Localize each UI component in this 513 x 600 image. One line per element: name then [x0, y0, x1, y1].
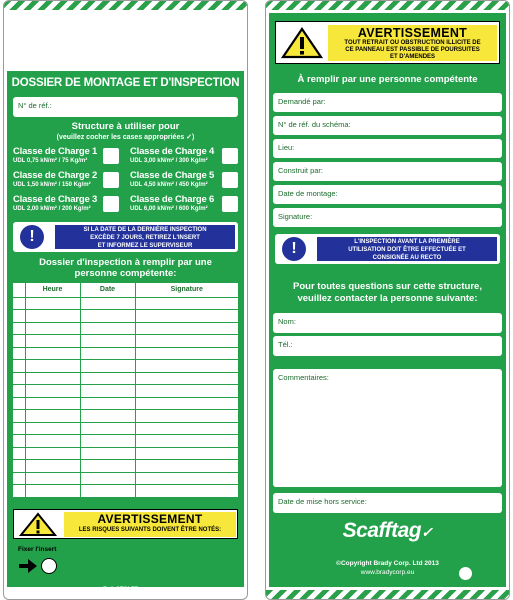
date-cell[interactable] — [80, 297, 135, 310]
time-cell[interactable] — [25, 360, 80, 373]
row-marker-cell — [13, 372, 25, 385]
time-cell[interactable] — [25, 372, 80, 385]
notice-line: UTILISATION DOIT ÊTRE EFFECTUÉE ET — [348, 247, 466, 253]
inspection-title-line2: personne compétente: — [74, 268, 177, 279]
arrow-right-icon — [18, 558, 38, 579]
time-cell[interactable] — [25, 410, 80, 423]
load-class-3-checkbox[interactable] — [103, 196, 119, 212]
ref-number-field[interactable] — [13, 97, 238, 117]
table-row — [13, 422, 238, 435]
contact-title-line2: veuillez contacter la personne suivante: — [297, 293, 478, 304]
removal-warning-title: AVERTISSEMENT — [357, 26, 468, 40]
row-marker-cell — [13, 310, 25, 323]
contact-name-field[interactable] — [273, 313, 502, 333]
load-class-name: Classe de Charge 1 — [13, 146, 98, 157]
signature-cell[interactable] — [135, 385, 238, 398]
date-cell[interactable] — [80, 460, 135, 473]
inspection-expiry-text — [55, 225, 235, 249]
fix-insert-label: Fixer l'insert — [18, 546, 57, 553]
table-row — [13, 347, 238, 360]
field-label: Commentaires: — [278, 373, 329, 382]
load-class-udl: UDL 1,50 kN/m² / 150 Kg/m² — [13, 182, 91, 188]
time-cell[interactable] — [25, 422, 80, 435]
signature-cell[interactable] — [135, 397, 238, 410]
removal-warning-panel — [328, 25, 497, 61]
built-by-field[interactable] — [273, 162, 502, 181]
signature-cell[interactable] — [135, 485, 238, 498]
decommission-date-field[interactable] — [273, 493, 502, 513]
field-label: Construit par: — [278, 166, 324, 175]
signature-field[interactable] — [273, 208, 502, 227]
load-class-3 — [13, 194, 97, 212]
load-class-4-checkbox[interactable] — [222, 148, 238, 164]
risks-warning-title: AVERTISSEMENT — [97, 512, 203, 526]
structure-title: Structure à utiliser pour — [71, 121, 180, 132]
load-class-2-checkbox[interactable] — [103, 172, 119, 188]
fixing-hole[interactable] — [459, 567, 472, 580]
signature-cell[interactable] — [135, 447, 238, 460]
signature-cell[interactable] — [135, 472, 238, 485]
check-mark-icon: ✓ — [421, 524, 433, 540]
fixing-hole[interactable] — [41, 558, 57, 574]
field-label: Tél.: — [278, 340, 293, 349]
drawing-ref-field[interactable] — [273, 116, 502, 135]
insert-title: DOSSIER DE MONTAGE ET D'INSPECTION — [11, 77, 240, 89]
time-cell[interactable] — [25, 385, 80, 398]
field-label: Date de montage: — [278, 189, 338, 198]
date-cell[interactable] — [80, 385, 135, 398]
requested-by-field[interactable] — [273, 93, 502, 112]
field-label: Nom: — [278, 317, 296, 326]
signature-cell[interactable] — [135, 322, 238, 335]
website-text: www.bradycorp.eu — [360, 569, 415, 576]
copyright-text: ©Copyright Brady Corp. Ltd 2013 — [336, 560, 439, 567]
competent-person-title: À remplir par une personne compétente — [297, 74, 478, 85]
table-row — [13, 322, 238, 335]
time-cell[interactable] — [25, 435, 80, 448]
load-class-udl: UDL 0,75 kN/m² / 75 Kg/m² — [13, 158, 88, 164]
table-row — [13, 485, 238, 498]
table-header-signature: Signature — [135, 283, 238, 297]
risks-warning-text: LES RISQUES SUIVANTS DOIVENT ÊTRE NOTÉS: — [78, 527, 222, 533]
ref-code-label: Ref. STSI FR — [102, 587, 139, 593]
table-header-time: Heure — [25, 283, 80, 297]
time-cell[interactable] — [25, 472, 80, 485]
table-row — [13, 297, 238, 310]
time-cell[interactable] — [25, 335, 80, 348]
load-class-name: Classe de Charge 2 — [13, 170, 98, 181]
load-class-name: Classe de Charge 6 — [130, 194, 215, 205]
row-marker-cell — [13, 397, 25, 410]
row-marker-cell — [13, 435, 25, 448]
risks-warning-box — [13, 509, 238, 539]
insert-card — [3, 0, 248, 600]
top-hazard-stripe — [4, 1, 247, 10]
time-cell[interactable] — [25, 347, 80, 360]
load-class-1-checkbox[interactable] — [103, 148, 119, 164]
field-label: N° de réf. du schéma: — [278, 120, 351, 129]
signature-cell[interactable] — [135, 360, 238, 373]
risks-warning-panel — [64, 512, 236, 537]
inspection-table-body — [13, 297, 238, 497]
removal-warning-line: ET D'AMENDES — [389, 54, 436, 60]
top-hazard-stripe — [266, 1, 509, 10]
load-class-name: Classe de Charge 5 — [130, 170, 215, 181]
info-exclamation-icon: ! — [282, 237, 306, 261]
table-row — [13, 335, 238, 348]
field-label: Signature: — [278, 212, 313, 221]
time-cell[interactable] — [25, 322, 80, 335]
brand-logo-text: Scafftag — [342, 519, 422, 542]
table-row — [13, 410, 238, 423]
table-row — [13, 372, 238, 385]
erection-date-field[interactable] — [273, 185, 502, 204]
date-cell[interactable] — [80, 335, 135, 348]
load-class-udl: UDL 3,00 kN/m² / 300 Kg/m² — [130, 158, 208, 164]
date-cell[interactable] — [80, 360, 135, 373]
row-marker-cell — [13, 410, 25, 423]
table-header-blank — [13, 283, 25, 297]
inspection-title-line1: Dossier d'inspection à remplir par une — [39, 257, 212, 268]
row-marker-cell — [13, 447, 25, 460]
date-cell[interactable] — [80, 422, 135, 435]
signature-cell[interactable] — [135, 335, 238, 348]
signature-cell[interactable] — [135, 372, 238, 385]
comments-field[interactable] — [273, 369, 502, 487]
time-cell[interactable] — [25, 310, 80, 323]
row-marker-cell — [13, 460, 25, 473]
removal-warning-line: TOUT RETRAIT OU OBSTRUCTION ILLICITE DE — [344, 40, 481, 46]
row-marker-cell — [13, 472, 25, 485]
location-field[interactable] — [273, 139, 502, 158]
table-row — [13, 360, 238, 373]
notice-line: EXCÈDE 7 JOURS, RETIREZ L'INSERT — [90, 235, 200, 241]
signature-cell[interactable] — [135, 297, 238, 310]
table-row — [13, 435, 238, 448]
load-class-udl: UDL 6,00 kN/m² / 600 Kg/m² — [130, 206, 208, 212]
row-marker-cell — [13, 422, 25, 435]
load-class-1 — [13, 146, 97, 164]
structure-subtitle: (veuillez cocher les cases appropriées ✓) — [56, 134, 195, 141]
time-cell[interactable] — [25, 460, 80, 473]
table-row — [13, 397, 238, 410]
signature-cell[interactable] — [135, 460, 238, 473]
first-use-inspection-text — [317, 237, 497, 261]
load-class-4 — [130, 146, 214, 164]
load-class-udl: UDL 2,00 kN/m² / 200 Kg/m² — [13, 206, 91, 212]
inspection-expiry-notice — [13, 222, 238, 252]
date-cell[interactable] — [80, 472, 135, 485]
table-row — [13, 310, 238, 323]
table-row — [13, 447, 238, 460]
notice-line: L'INSPECTION AVANT LA PREMIÈRE — [354, 239, 460, 245]
time-cell[interactable] — [25, 397, 80, 410]
signature-cell[interactable] — [135, 422, 238, 435]
date-cell[interactable] — [80, 410, 135, 423]
info-exclamation-icon: ! — [20, 225, 44, 249]
table-row — [13, 385, 238, 398]
holder-card — [265, 0, 510, 600]
table-header-row — [13, 283, 238, 297]
load-class-5-checkbox[interactable] — [222, 172, 238, 188]
field-label: Lieu: — [278, 143, 295, 152]
notice-line: CONSIGNÉE AU RECTO — [372, 255, 442, 261]
load-class-6-checkbox[interactable] — [222, 196, 238, 212]
row-marker-cell — [13, 297, 25, 310]
signature-cell[interactable] — [135, 410, 238, 423]
brand-logo — [266, 519, 509, 543]
date-cell[interactable] — [80, 372, 135, 385]
load-class-udl: UDL 4,50 kN/m² / 450 Kg/m² — [130, 182, 208, 188]
date-cell[interactable] — [80, 322, 135, 335]
signature-cell[interactable] — [135, 347, 238, 360]
warning-triangle-icon — [280, 26, 324, 60]
row-marker-cell — [13, 322, 25, 335]
bottom-hazard-stripe — [266, 590, 509, 599]
warning-triangle-icon — [17, 512, 59, 537]
load-class-name: Classe de Charge 3 — [13, 194, 98, 205]
date-cell[interactable] — [80, 447, 135, 460]
table-row — [13, 460, 238, 473]
date-cell[interactable] — [80, 485, 135, 498]
row-marker-cell — [13, 335, 25, 348]
load-class-name: Classe de Charge 4 — [130, 146, 215, 157]
notice-line: SI LA DATE DE LA DERNIÈRE INSPECTION — [83, 227, 207, 233]
row-marker-cell — [13, 485, 25, 498]
inspection-table — [13, 283, 238, 497]
removal-warning-box — [275, 21, 500, 64]
row-marker-cell — [13, 360, 25, 373]
table-header-date: Date — [80, 283, 135, 297]
date-cell[interactable] — [80, 347, 135, 360]
row-marker-cell — [13, 385, 25, 398]
table-row — [13, 472, 238, 485]
field-label: Date de mise hors service: — [278, 497, 367, 506]
load-class-2 — [13, 170, 97, 188]
removal-warning-line: CE PANNEAU EST PASSIBLE DE POURSUITES — [345, 47, 480, 53]
first-use-inspection-notice — [275, 234, 500, 264]
ref-number-label: N° de réf.: — [18, 101, 52, 110]
row-marker-cell — [13, 347, 25, 360]
contact-title-line1: Pour toutes questions sur cette structure, — [293, 281, 482, 292]
load-class-6 — [130, 194, 214, 212]
signature-cell[interactable] — [135, 310, 238, 323]
date-cell[interactable] — [80, 435, 135, 448]
date-cell[interactable] — [80, 310, 135, 323]
notice-line: ET INFORMEZ LE SUPERVISEUR — [97, 243, 193, 249]
signature-cell[interactable] — [135, 435, 238, 448]
time-cell[interactable] — [25, 297, 80, 310]
field-label: Demandé par: — [278, 97, 326, 106]
contact-phone-field[interactable] — [273, 336, 502, 356]
date-cell[interactable] — [80, 397, 135, 410]
load-class-5 — [130, 170, 214, 188]
time-cell[interactable] — [25, 447, 80, 460]
time-cell[interactable] — [25, 485, 80, 498]
